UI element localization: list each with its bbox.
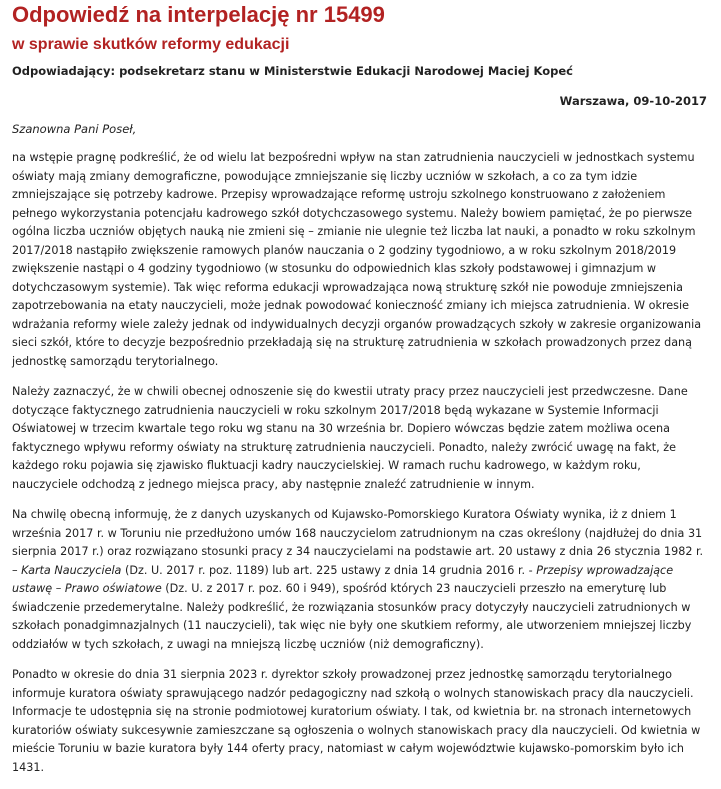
paragraph-2: Należy zaznaczyć, że w chwili obecnej odnoszenie się do kwestii utraty pracy przez nauczycieli jest przedwczesne. Dane dotyczące faktycznego zatrudnienia nauczycieli w roku szkolnym 2017/2018 będą wykazane w Systemie Informacji Oświatowej w trzecim kwartale tego roku wg stanu na 30 września br. Dopiero wówczas będzie zatem możliwa ocena faktycznego wpływu reformy oświaty na strukturę zatrudnienia nauczycieli. Ponadto, należy zwrócić uwagę na fakt, że każdego roku pojawia się zjawisko fluktuacji kadry nauczycielskiej. W ramach ruchu kadrowego, w każdym roku, nauczyciele odchodzą z jednego miejsca pracy, aby następnie znaleźć zatrudnienie w innym. xyxy=(12,385,688,491)
paragraph-3 xyxy=(12,506,710,654)
paragraph-3-text-e: (Dz. U. z 2017 r. poz. 60 i 949), spośród których 23 nauczycieli przeszło na emeryturę lub świadczenie przedemerytalne. Należy podkreślić, że rozwiązania stosunków pracy dotyczyły nauczycieli zatrudnionych w szkołach ponadgimnazjalnych (11 nauczycieli), tak więc nie były one skutkiem reformy, ale utworzeniem mniejszej liczby oddziałów w tych szkołach, z uwagi na mniejszą liczbę uczniów (niż demograficzny). xyxy=(12,582,692,651)
prawo-oswiatowe-citation: Przepisy wprowadzające ustawę – Prawo oświatowe xyxy=(12,563,674,595)
paragraph-1: na wstępie pragnę podkreślić, że od wielu lat bezpośredni wpływ na stan zatrudnienia nauczycieli w jednostkach systemu oświaty mają zmiany demograficzne, powodujące zmniejszanie się liczby uczniów w szkołach, a co za tym idzie zmniejszające się potrzeby kadrowe. Przepisy wprowadzające reformę ustroju szkolnego konstruowano z założeniem pełnego wykorzystania potencjału kadrowego szkół dotychczasowego systemu. Należy bowiem pamiętać, że po pierwsze ogólna liczba uczniów objętych nauką nie zmieni się – zmianie nie ulegnie też liczba lat nauki, a ponadto w roku szkolnym 2017/2018 nastąpiło zwiększenie ramowych planów nauczania o 2 godziny tygodniowo, a w roku szkolnym 2018/2019 zwiększenie nastąpi o 4 godziny tygodniowo (w stosunku do odpowiednich klas szkoły podstawowej i gimnazjum w dotychczasowym systemie). Tak więc reforma edukacji wprowadzająca nową strukturę szkół nie powoduje zmniejszenia zapotrzebowania na etaty nauczycieli, może jednak powodować konieczność zmiany ich miejsca zatrudnienia. W okresie wdrażania reformy wiele zależy jednak od indywidualnych decyzji organów prowadzących szkoły w zakresie organizowania sieci szkół, które to decyzje bezpośrednio przekładają się na strukturę zatrudnienia w szkołach prowadzonych przez daną jednostkę samorządu terytorialnego. xyxy=(12,151,702,368)
page-subtitle: w sprawie skutków reformy edukacji xyxy=(12,36,290,53)
paragraph-3-text-a: Na chwilę obecną informuję, że z danych uzyskanych od Kujawsko-Pomorskiego Kuratora Oświaty wynika, iż z dniem 1 września 2017 r. w Toruniu nie przedłużono umów 168 nauczycielom zatrudnionym na czas określony (najdłużej do dnia 31 sierpnia 2017 r.) oraz rozwiązano stosunki pracy z 34 nauczycielami na podstawie art. 20 ustawy z dnia 26 stycznia 1982 r. – xyxy=(12,508,704,577)
respondent-line: Odpowiadający: podsekretarz stanu w Ministerstwie Edukacji Narodowej Maciej Kopeć xyxy=(12,64,573,78)
karta-nauczyciela-citation: Karta Nauczyciela xyxy=(21,563,122,577)
letter-body xyxy=(12,149,710,789)
page-title: Odpowiedź na interpelację nr 15499 xyxy=(12,2,385,27)
paragraph-3-text-c: (Dz. U. 2017 r. poz. 1189) lub art. 225 ustawy z dnia 14 grudnia 2016 r. - xyxy=(121,563,537,577)
salutation: Szanowna Pani Poseł, xyxy=(12,122,137,136)
place-date: Warszawa, 09-10-2017 xyxy=(559,94,707,108)
paragraph-4: Ponadto w okresie do dnia 31 sierpnia 2023 r. dyrektor szkoły prowadzonej przez jednostkę samorządu terytorialnego informuje kuratora oświaty sprawującego nadzór pedagogiczny nad szkołą o wolnych stanowiskach pracy dla nauczycieli. Informacje te udostępnia się na stronie podmiotowej kuratorium oświaty. I tak, od kwietnia br. na stronach internetowych kuratoriów oświaty sukcesywnie zamieszczane są ogłoszenia o wolnych stanowiskach pracy dla nauczycieli. Od kwietnia w mieście Toruniu w bazie kuratora były 144 oferty pracy, natomiast w całym województwie kujawsko-pomorskim było ich 1431. xyxy=(12,668,701,774)
